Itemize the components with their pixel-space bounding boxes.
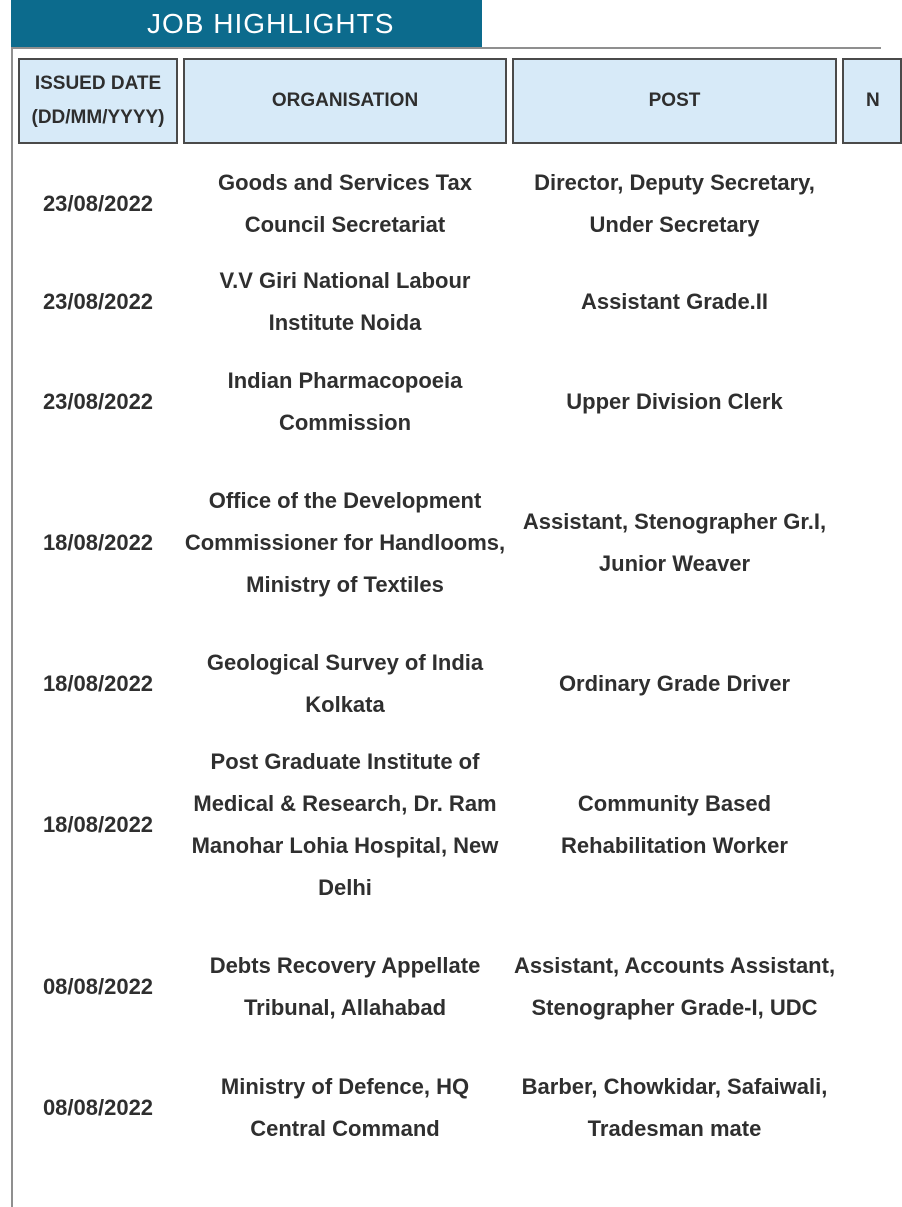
table-row: [0, 156, 870, 252]
issued-date-cell: 18/08/2022: [42, 530, 154, 555]
post-cell: Assistant, Accounts Assistant, Stenographer Grade-I, UDC: [513, 953, 836, 1020]
organisation-cell: Office of the Development Commissioner for Handlooms, Ministry of Textiles: [184, 488, 506, 597]
post-cell: Assistant Grade.II: [580, 289, 769, 314]
post-cell: Ordinary Grade Driver: [558, 671, 791, 696]
table-row: [0, 916, 870, 1058]
table-row: [0, 1058, 870, 1158]
post-cell: Upper Division Clerk: [566, 389, 783, 414]
post-cell: Barber, Chowkidar, Safaiwali, Tradesman mate: [521, 1074, 828, 1141]
organisation-cell: Geological Survey of India Kolkata: [206, 650, 484, 717]
table-row: [0, 634, 870, 734]
header-post: POST: [512, 58, 837, 144]
issued-date-cell: 18/08/2022: [42, 812, 154, 837]
organisation-cell: V.V Giri National Labour Institute Noida: [219, 268, 471, 335]
organisation-cell: Debts Recovery Appellate Tribunal, Allahabad: [209, 953, 481, 1020]
header-next-column: N: [842, 58, 902, 144]
table-body: [0, 156, 870, 1158]
post-cell: Community Based Rehabilitation Worker: [561, 791, 788, 858]
page-title: JOB HIGHLIGHTS: [11, 0, 482, 47]
organisation-cell: Post Graduate Institute of Medical & Research, Dr. Ram Manohar Lohia Hospital, New Delhi: [191, 749, 499, 900]
issued-date-cell: 23/08/2022: [42, 191, 154, 216]
header-issued-date: ISSUED DATE (DD/MM/YYYY): [18, 58, 178, 144]
organisation-cell: Ministry of Defence, HQ Central Command: [220, 1074, 470, 1141]
post-cell: Director, Deputy Secretary, Under Secretary: [534, 170, 815, 237]
organisation-cell: Goods and Services Tax Council Secretariat: [218, 170, 472, 237]
issued-date-cell: 18/08/2022: [42, 671, 154, 696]
header-organisation: ORGANISATION: [183, 58, 507, 144]
table-row: [0, 252, 870, 352]
issued-date-cell: 23/08/2022: [42, 289, 154, 314]
table-row: [0, 352, 870, 452]
issued-date-cell: 08/08/2022: [42, 1095, 154, 1120]
table-header-row: [0, 58, 880, 146]
table-row: [0, 452, 870, 634]
table-row: [0, 734, 870, 916]
post-cell: Assistant, Stenographer Gr.I, Junior Weaver: [522, 509, 827, 576]
issued-date-cell: 23/08/2022: [42, 389, 154, 414]
issued-date-cell: 08/08/2022: [42, 974, 154, 999]
organisation-cell: Indian Pharmacopoeia Commission: [227, 368, 463, 435]
